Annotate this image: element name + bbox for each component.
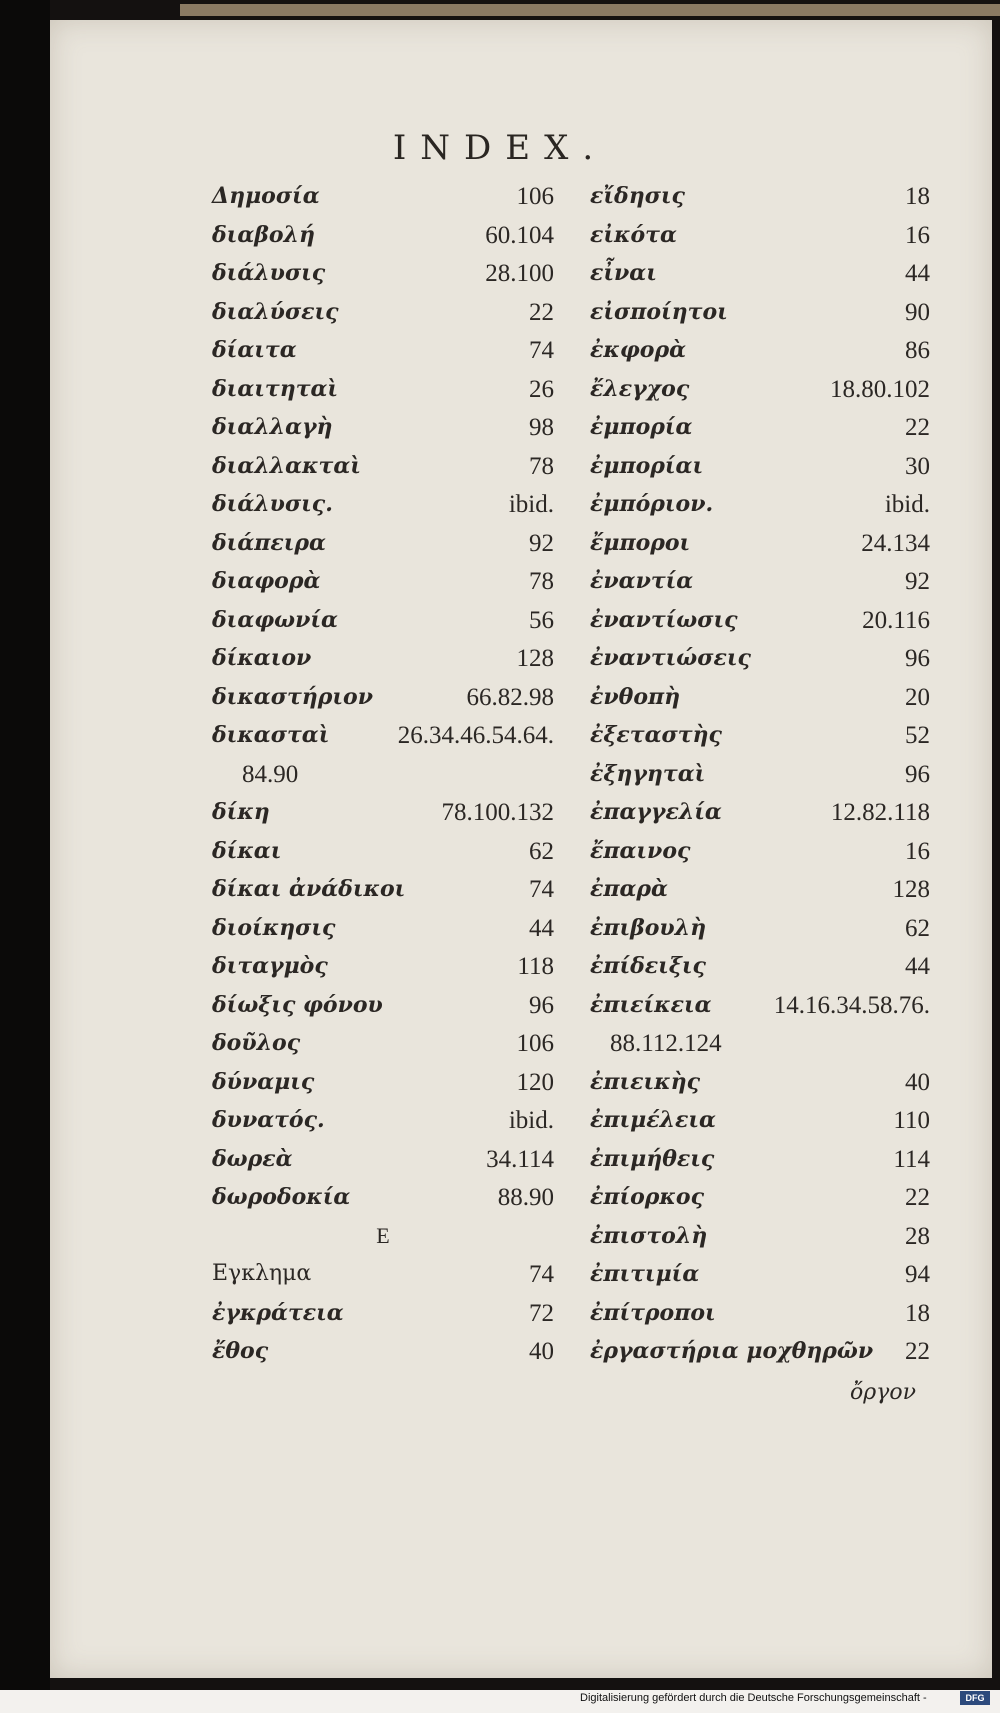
index-entry xyxy=(212,986,554,1025)
page-references: 44 xyxy=(905,260,930,287)
page-references: 62 xyxy=(529,837,554,865)
index-entry xyxy=(212,639,554,678)
index-entry xyxy=(590,331,930,370)
page-references: 74 xyxy=(529,876,554,903)
index-entry xyxy=(212,678,554,717)
index-term: διαβολή xyxy=(212,221,315,248)
index-term: ἐπιείκεια xyxy=(590,991,712,1018)
index-entry xyxy=(590,1255,930,1294)
index-entry xyxy=(590,408,930,447)
index-term: ἐργαστήρια μοχθηρῶν xyxy=(590,1338,874,1364)
page-references: 28.100 xyxy=(485,260,554,287)
index-entry-continuation xyxy=(590,1024,930,1063)
index-term: ἐναντίωσις xyxy=(590,606,738,633)
index-term: ἐπιμήθεις xyxy=(590,1145,715,1172)
page-references: 40 xyxy=(905,1068,930,1096)
index-entry xyxy=(212,293,554,332)
index-entry xyxy=(212,1063,554,1102)
index-entry xyxy=(590,216,930,255)
catchword: ὄργον xyxy=(850,1380,916,1405)
index-term: ἐπιεικὴς xyxy=(590,1068,701,1095)
index-entry xyxy=(212,832,554,871)
index-entry xyxy=(212,1332,554,1371)
page-references: 22 xyxy=(905,414,930,441)
page-references: 12.82.118 xyxy=(830,799,930,826)
index-term: ἐξεταστὴς xyxy=(590,722,722,748)
index-term: διάλυσις. xyxy=(212,491,333,517)
page-references: 62 xyxy=(905,914,930,942)
page-references: 88.90 xyxy=(497,1184,554,1211)
index-term: ἔλεγχος xyxy=(590,375,690,402)
index-term: διαλύσεις xyxy=(212,298,339,325)
index-term: ἐμπόριον. xyxy=(590,491,714,517)
page-references: 128 xyxy=(516,645,554,672)
index-entry xyxy=(212,254,554,293)
index-term: ἔθος xyxy=(212,1338,269,1364)
index-term: δίκαι xyxy=(212,837,282,864)
index-term: ἐπιμέλεια xyxy=(590,1107,716,1133)
index-entry xyxy=(590,1140,930,1179)
page-references: 20 xyxy=(905,683,930,711)
page-references: 92 xyxy=(905,568,930,595)
page-references-continued: 84.90 xyxy=(242,760,299,788)
page-references: 74 xyxy=(529,1261,554,1288)
page-references: 56 xyxy=(529,606,554,634)
index-term: εἶναι xyxy=(590,260,657,286)
index-term: διαφορὰ xyxy=(212,568,321,594)
index-term: εἰκότα xyxy=(590,221,677,248)
index-entry xyxy=(590,716,930,755)
index-entry xyxy=(212,447,554,486)
index-entry xyxy=(212,485,554,524)
index-entry xyxy=(590,293,930,332)
page-references: 78 xyxy=(529,568,554,595)
page-references: 96 xyxy=(529,991,554,1019)
page-references: 18 xyxy=(905,183,930,210)
index-entry xyxy=(590,1101,930,1140)
index-term: ἔπαινος xyxy=(590,837,691,864)
index-entry xyxy=(212,1178,554,1217)
index-term: δίωξις φόνου xyxy=(212,991,383,1018)
index-entry xyxy=(590,986,930,1025)
page-references: 106 xyxy=(516,183,554,210)
index-entry xyxy=(590,947,930,986)
page-references: 16 xyxy=(905,221,930,249)
index-term: ἐναντιώσεις xyxy=(590,645,751,671)
index-term: εἰσποίητοι xyxy=(590,298,728,325)
page-references-continued: 88.112.124 xyxy=(610,1030,722,1057)
index-entry xyxy=(212,1140,554,1179)
page-references: 18 xyxy=(905,1299,930,1327)
index-term: ἐπιτιμία xyxy=(590,1261,700,1287)
page-references: 44 xyxy=(529,914,554,942)
section-letter: E xyxy=(376,1222,390,1248)
index-term: ἐμπορία xyxy=(590,414,693,440)
index-term: ἐπαρὰ xyxy=(590,876,668,902)
index-entry xyxy=(590,1178,930,1217)
dfg-logo: DFG xyxy=(960,1691,990,1705)
index-term: διαλλακταὶ xyxy=(212,452,361,479)
page-references: 28 xyxy=(905,1222,930,1250)
page-references: 110 xyxy=(893,1107,930,1134)
index-entry xyxy=(212,370,554,409)
index-entry xyxy=(212,1024,554,1063)
index-term: ἐπιβουλὴ xyxy=(590,914,707,941)
page-references: 74 xyxy=(529,337,554,364)
page-references: 52 xyxy=(905,722,930,749)
index-term: δικασταὶ xyxy=(212,722,330,748)
index-term: Δημοσία xyxy=(212,183,320,209)
index-term: δύναμις xyxy=(212,1068,315,1095)
index-term: δωροδοκία xyxy=(212,1184,351,1210)
index-term: διάπειρα xyxy=(212,529,326,556)
index-term: δικαστήριον xyxy=(212,683,373,710)
index-entry xyxy=(212,909,554,948)
page-references: 22 xyxy=(905,1184,930,1211)
index-entry xyxy=(212,793,554,832)
index-term: διάλυσις xyxy=(212,260,326,286)
page-references: 40 xyxy=(529,1338,554,1365)
page-references: 14.16.34.58.76. xyxy=(773,991,930,1019)
index-term: ἐκφορὰ xyxy=(590,337,687,363)
page-references: 20.116 xyxy=(862,606,930,634)
page-title: INDEX. xyxy=(392,128,608,168)
index-entry xyxy=(590,370,930,409)
index-entry xyxy=(212,1101,554,1140)
index-term: ἐπίτροποι xyxy=(590,1299,716,1326)
page-references: ibid. xyxy=(884,491,930,518)
index-term: δοῦλος xyxy=(212,1030,301,1056)
page-references: 128 xyxy=(892,876,930,903)
index-term: δίαιτα xyxy=(212,337,297,363)
index-term: δυνατός. xyxy=(212,1107,325,1133)
index-term: ἐπίορκος xyxy=(590,1184,704,1210)
index-entry xyxy=(590,1063,930,1102)
page-references: 44 xyxy=(905,953,930,980)
page-references: 34.114 xyxy=(486,1145,554,1173)
page-references: 78 xyxy=(529,452,554,480)
index-entry xyxy=(212,408,554,447)
page-references: ibid. xyxy=(508,1107,554,1134)
index-entry xyxy=(590,1332,930,1371)
page-references: 94 xyxy=(905,1261,930,1288)
page-references: 98 xyxy=(529,414,554,441)
index-term: ἐμπορίαι xyxy=(590,452,704,479)
index-entry xyxy=(212,716,554,755)
index-entry xyxy=(212,216,554,255)
book-edge xyxy=(180,4,1000,16)
page-references: 22 xyxy=(905,1338,930,1365)
page-references: 96 xyxy=(905,760,930,788)
index-term: Εγκλημα xyxy=(212,1261,312,1286)
index-entry xyxy=(590,793,930,832)
index-entry xyxy=(212,562,554,601)
index-entry xyxy=(212,1294,554,1333)
index-column-left xyxy=(212,177,554,1371)
page-references: 26.34.46.54.64. xyxy=(397,722,554,749)
index-entry xyxy=(590,755,930,794)
index-entry xyxy=(590,832,930,871)
index-entry xyxy=(590,254,930,293)
index-entry xyxy=(590,524,930,563)
index-term: διαιτηταὶ xyxy=(212,375,339,402)
index-term: δωρεὰ xyxy=(212,1145,293,1172)
page-references: 106 xyxy=(516,1030,554,1057)
page-references: 30 xyxy=(905,452,930,480)
page-references: 78.100.132 xyxy=(441,799,554,826)
page-references: 22 xyxy=(529,298,554,326)
page-references: 114 xyxy=(893,1145,930,1173)
index-term: ἐναντία xyxy=(590,568,694,594)
page-references: 24.134 xyxy=(861,529,930,557)
index-entry xyxy=(212,601,554,640)
page-references: 118 xyxy=(517,953,554,980)
index-term: δίκαι ἀνάδικοι xyxy=(212,876,406,902)
index-term: εἴδησις xyxy=(590,183,685,209)
index-term: ἐπίδειξις xyxy=(590,953,706,979)
index-term: διταγμὸς xyxy=(212,953,328,979)
index-term: ἔμποροι xyxy=(590,529,691,556)
index-term: ἐξηγηταὶ xyxy=(590,760,706,787)
page-references: 120 xyxy=(516,1068,554,1096)
index-entry xyxy=(590,601,930,640)
index-term: δίκη xyxy=(212,799,270,825)
index-entry xyxy=(212,947,554,986)
page-references: 90 xyxy=(905,298,930,326)
index-entry xyxy=(590,639,930,678)
page-references: 72 xyxy=(529,1299,554,1327)
page-references: 96 xyxy=(905,645,930,672)
index-entry xyxy=(212,331,554,370)
index-entry xyxy=(212,524,554,563)
section-letter-row xyxy=(212,1217,554,1256)
index-entry xyxy=(590,485,930,524)
page-references: 16 xyxy=(905,837,930,865)
page-references: 92 xyxy=(529,529,554,557)
index-entry xyxy=(590,870,930,909)
index-entry xyxy=(212,870,554,909)
page-references: 18.80.102 xyxy=(830,375,930,403)
page-references: 26 xyxy=(529,375,554,403)
index-term: διαφωνία xyxy=(212,606,338,633)
index-entry xyxy=(212,177,554,216)
scan-edge xyxy=(0,0,50,1690)
index-term: ἐπιστολὴ xyxy=(590,1222,708,1249)
index-column-right xyxy=(590,177,930,1371)
index-entry xyxy=(590,1294,930,1333)
index-entry xyxy=(590,177,930,216)
index-entry xyxy=(590,562,930,601)
footer-credit: Digitalisierung gefördert durch die Deutsche Forschungsgemeinschaft - xyxy=(580,1692,927,1704)
index-entry-continuation xyxy=(212,755,554,794)
page-references: ibid. xyxy=(508,491,554,518)
page-references: 60.104 xyxy=(485,221,554,249)
index-term: διοίκησις xyxy=(212,914,336,941)
index-entry xyxy=(590,447,930,486)
index-term: ἐγκράτεια xyxy=(212,1299,344,1326)
index-entry xyxy=(590,678,930,717)
index-term: ἐπαγγελία xyxy=(590,799,722,825)
index-entry xyxy=(590,1217,930,1256)
page-references: 66.82.98 xyxy=(466,683,554,711)
index-term: δίκαιον xyxy=(212,645,312,671)
index-term: ἐνθοπὴ xyxy=(590,683,681,710)
index-entry xyxy=(590,909,930,948)
index-term: διαλλαγὴ xyxy=(212,414,333,440)
index-entry xyxy=(212,1255,554,1294)
page-references: 86 xyxy=(905,337,930,364)
